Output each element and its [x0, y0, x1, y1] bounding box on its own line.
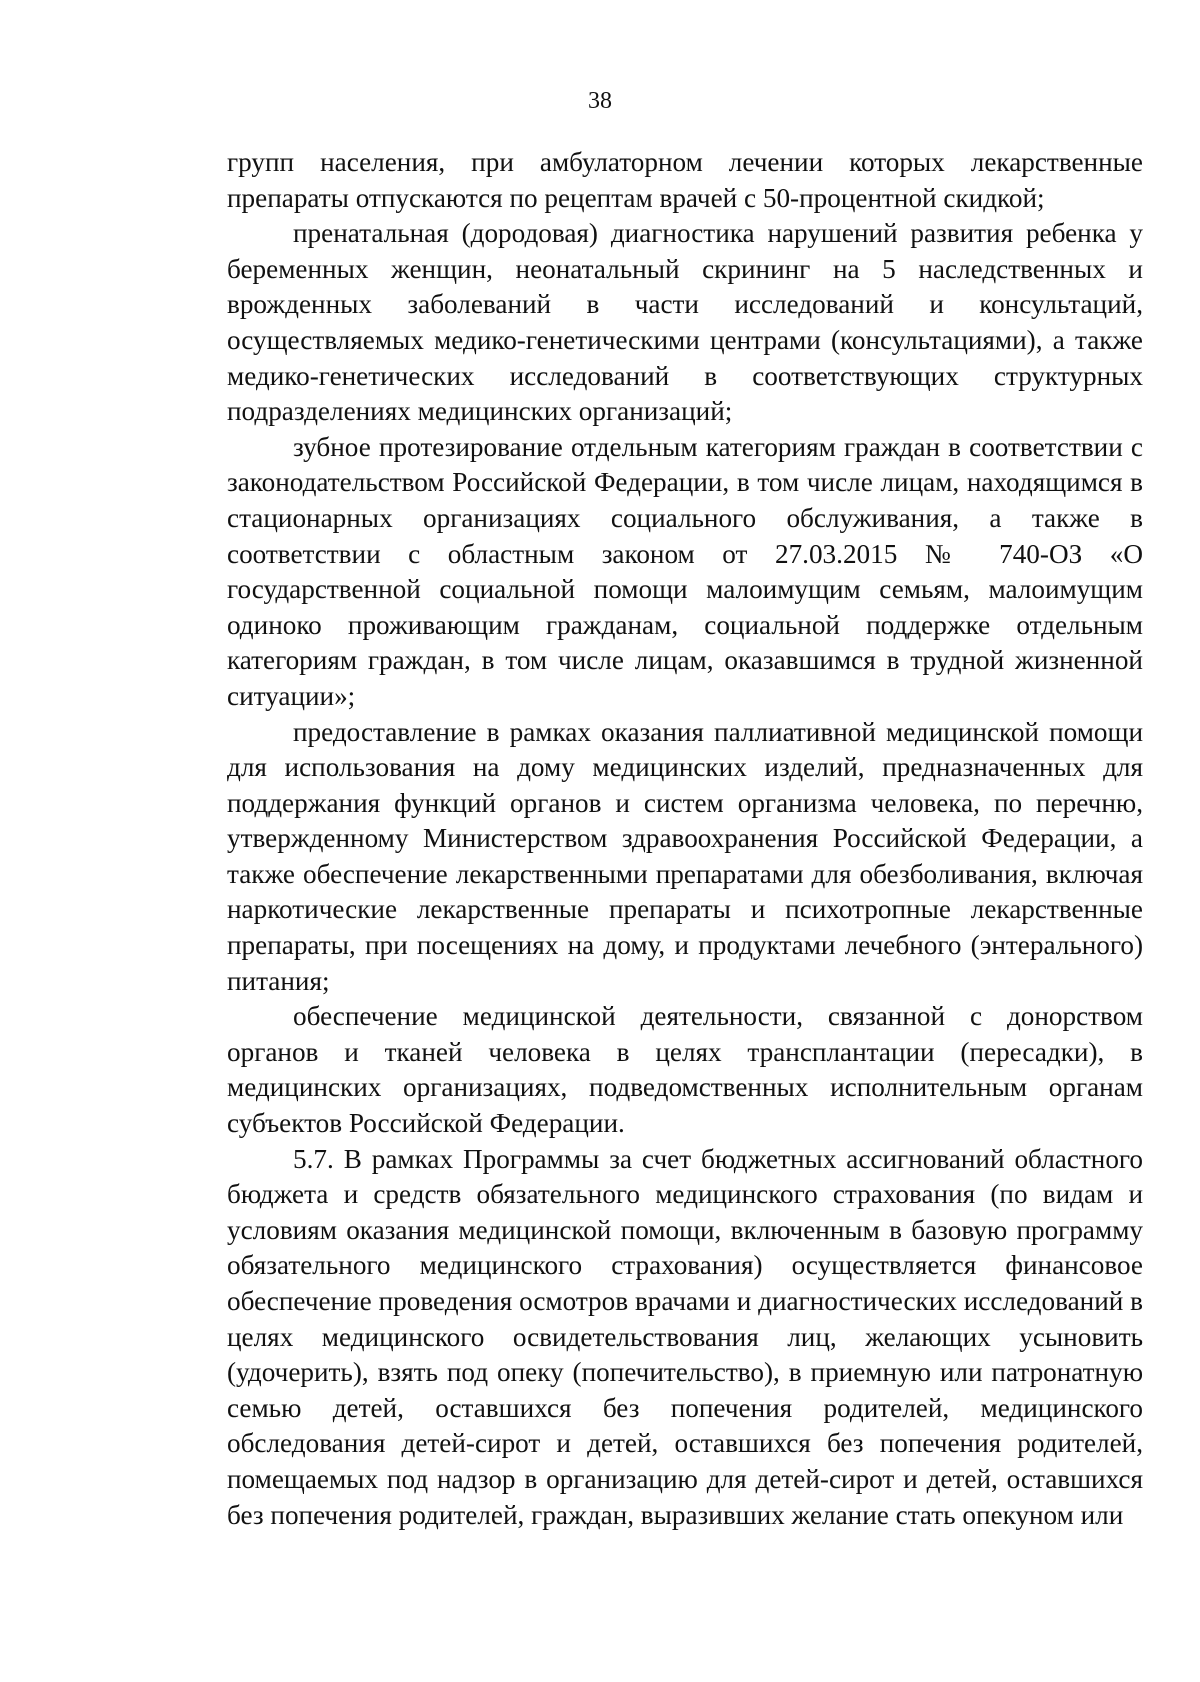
paragraph-prenatal-diagnostics: пренатальная (дородовая) диагностика нарушений развития ребенка у беременных женщин, неонатальный скрининг на 5 наследственных и врожденных заболеваний в части исследований и консультаций, осуществляемых медико-генетическими центрами (консультациями), а также медико-генетических исследований в соответствующих структурных подразделениях медицинских организаций;	[227, 218, 1143, 427]
paragraph-palliative-care: предоставление в рамках оказания паллиативной медицинской помощи для использования на дому медицинских изделий, предназначенных для поддержания функций органов и систем организма человека, по перечню, утвержденному Министерством здравоохранения Российской Федерации, а также обеспечение лекарственными препаратами для обезболивания, включая наркотические лекарственные препараты и психотропные лекарственные препараты, при посещениях на дому, и продуктами лечебного (энтерального) питания;	[227, 716, 1143, 996]
paragraph-dental-prosthetics: зубное протезирование отдельным категориям граждан в соответствии с законодательством Российской Федерации, в том числе лицам, находящимся в стационарных организациях социального обслуживания, а также в соответствии с областным законом от 27.03.2015 № 740-ОЗ «О государственной социальной помощи малоимущим семьям, малоимущим одиноко проживающим гражданам, социальной поддержке отдельным категориям граждан, в том числе лицам, оказавшимся в трудной жизненной ситуации»;	[227, 431, 1143, 711]
paragraph-organ-donation: обеспечение медицинской деятельности, связанной с донорством органов и тканей человека в целях трансплантации (пересадки), в медицинских организациях, подведомственных исполнительным органам субъектов Российской Федерации.	[227, 1001, 1143, 1139]
paragraph-section-5-7: 5.7. В рамках Программы за счет бюджетных ассигнований областного бюджета и средств обязательного медицинского страхования (по видам и условиям оказания медицинской помощи, включенным в базовую программу обязательного медицинского страхования) осуществляется финансовое обеспечение проведения осмотров врачами и диагностических исследований в целях медицинского освидетельствования лиц, желающих усыновить (удочерить), взять под опеку (попечительство), в приемную или патронатную семью детей, оставшихся без попечения родителей, медицинского обследования детей-сирот и детей, оставшихся без попечения родителей, помещаемых под надзор в организацию для детей-сирот и детей, оставшихся без попечения родителей, граждан, выразивших желание стать опекуном или	[227, 1143, 1143, 1530]
paragraph-continuation: групп населения, при амбулаторном лечении которых лекарственные препараты отпускаются по рецептам врачей с 50-процентной скидкой;	[227, 147, 1143, 213]
document-body	[227, 145, 1143, 1533]
page-number: 38	[588, 88, 612, 114]
